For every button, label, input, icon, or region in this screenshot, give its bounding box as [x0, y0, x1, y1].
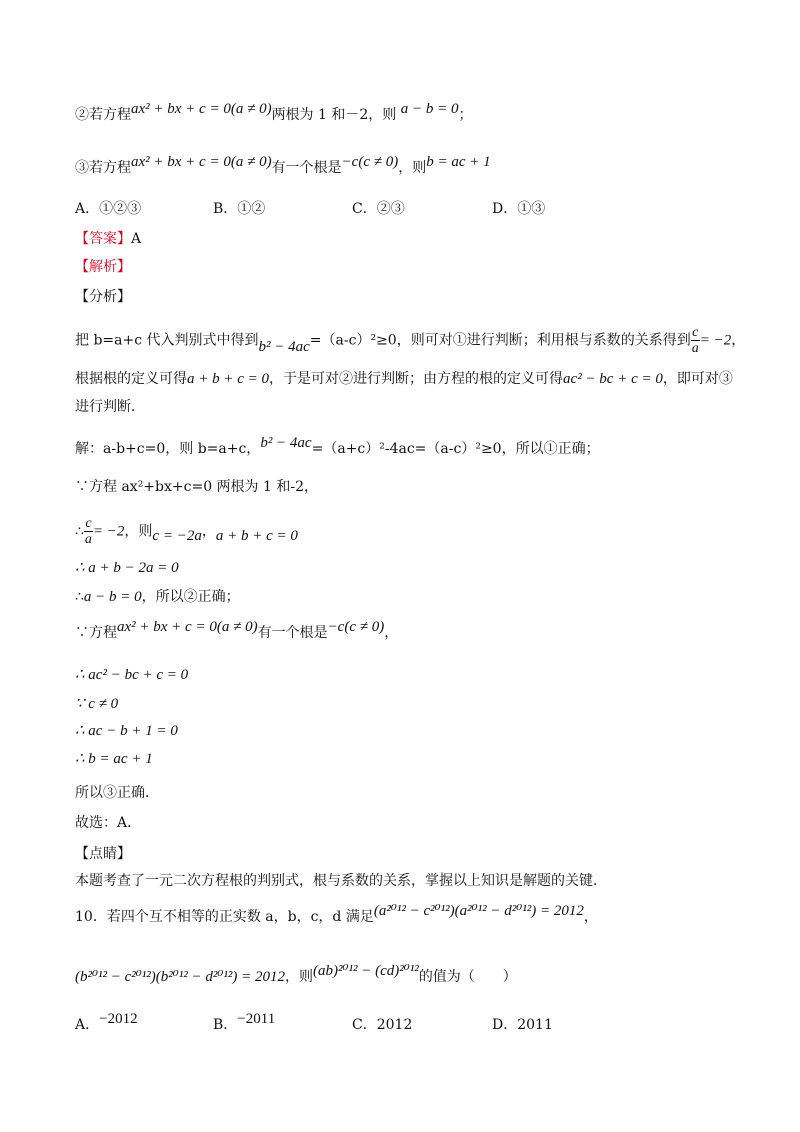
- solution-line-6: [75, 619, 399, 644]
- q9-option-text: ①③: [517, 201, 546, 217]
- solution-text: 所以③正确．: [75, 785, 159, 801]
- answer-line: [75, 228, 141, 250]
- analysis-line-2: [75, 368, 733, 390]
- q10-option-text: −2011: [237, 1011, 276, 1027]
- solution-text: ，所以②正确；: [141, 589, 240, 605]
- q10-line-1: [75, 903, 598, 928]
- fraction-denominator: a: [691, 341, 699, 356]
- q9-option-text: ②③: [376, 201, 405, 217]
- fenxi-tag: 【分析】: [75, 289, 131, 305]
- q10-option-d: [492, 1014, 553, 1036]
- analysis-text: ，于是可对②进行判断；由方程的根的定义可得: [269, 371, 564, 387]
- dianjing-tag: 【点睛】: [75, 846, 131, 862]
- solution-eq: ∴ a + b − 2a = 0: [75, 560, 179, 576]
- analysis-text: ，即可对③: [662, 371, 733, 387]
- statement-2: [75, 101, 473, 126]
- q10-option-letter: B．: [213, 1017, 238, 1033]
- solution-line-11: [75, 782, 159, 804]
- stmt3-middle: 有一个根是: [271, 160, 342, 176]
- q10-equation-1: (a²⁰¹² − c²⁰¹²)(a²⁰¹² − d²⁰¹²) = 2012: [373, 903, 584, 919]
- q10-text: 10．若四个互不相等的正实数 a，b，c，d 满足: [75, 909, 374, 925]
- solution-line-1: [75, 435, 600, 460]
- jiexi-heading: [75, 256, 131, 278]
- stmt3-conclusion: b = ac + 1: [426, 154, 491, 170]
- stmt2-suffix: ；: [458, 107, 473, 123]
- q10-option-a: [75, 1011, 138, 1036]
- jiexi-tag: 【解析】: [75, 259, 131, 275]
- answer-tag: 【答案】: [75, 231, 131, 247]
- q10-text: 的值为（ ）: [418, 969, 517, 985]
- stmt3-root: −c(c ≠ 0): [341, 154, 399, 170]
- q9-option-letter: B．: [213, 201, 238, 217]
- stmt3-equation: ax² + bx + c = 0(a ≠ 0): [131, 154, 272, 170]
- solution-text: 解：a-b+c=0，则 b=a+c，: [75, 441, 261, 457]
- q9-option-d: [492, 198, 545, 220]
- stmt3-prefix: ③若方程: [75, 160, 131, 176]
- analysis-text: 根据根的定义可得: [75, 371, 187, 387]
- stmt2-equation: ax² + bx + c = 0(a ≠ 0): [131, 101, 272, 117]
- solution-text: ，: [201, 523, 216, 540]
- solution-eq: −c(c ≠ 0): [327, 619, 385, 635]
- q9-option-a: [75, 198, 141, 220]
- dianjing-heading: [75, 843, 131, 865]
- solution-text: ∵方程: [75, 625, 117, 641]
- solution-line-4: [75, 557, 179, 579]
- analysis-text: ，: [731, 332, 746, 349]
- solution-line-8: [75, 693, 118, 715]
- analysis-text: 把 b=a+c 代入判别式中得到: [75, 332, 259, 349]
- solution-line-10: [75, 748, 153, 770]
- solution-line-3: [75, 516, 298, 547]
- q9-option-text: ①②: [237, 201, 266, 217]
- solution-line-7: [75, 664, 188, 686]
- q9-option-text: ①②③: [99, 201, 142, 217]
- q10-option-b: [213, 1011, 276, 1036]
- solution-eq: ax² + bx + c = 0(a ≠ 0): [117, 619, 258, 635]
- solution-text: ∵方程 ax²+bx+c=0 两根为 1 和-2，: [75, 479, 318, 495]
- solution-eq: a − b = 0: [83, 589, 142, 605]
- q10-line-2: [75, 963, 517, 988]
- q10-text: ，: [583, 909, 598, 925]
- dianjing-body: 本题考查了一元二次方程根的判别式，根与系数的关系，掌握以上知识是解题的关键．: [75, 873, 607, 889]
- q9-option-letter: A．: [75, 201, 100, 217]
- solution-eq: ∴ b = ac + 1: [75, 751, 153, 767]
- solution-eq: ∴ ac² − bc + c = 0: [75, 667, 189, 683]
- q9-option-letter: D．: [492, 201, 518, 217]
- root-definition-eq-2: ac² − bc + c = 0: [563, 371, 663, 387]
- fraction-denominator: a: [84, 532, 92, 547]
- solution-line-12: [75, 812, 141, 834]
- solution-text: 故选：A．: [75, 815, 142, 831]
- solution-text: ，: [384, 625, 399, 641]
- fraction-numerator: c: [692, 325, 699, 340]
- q9-option-c: [352, 198, 405, 220]
- q9-option-letter: C．: [352, 201, 377, 217]
- q10-option-c: [352, 1014, 412, 1036]
- analysis-line-1: [75, 325, 745, 356]
- q10-option-text: −2012: [99, 1011, 138, 1027]
- stmt2-middle: 两根为 1 和－2，则: [271, 107, 397, 123]
- dianjing-text: [75, 870, 607, 892]
- solution-text: =（a+c）²-4ac=（a-c）²≥0，所以①正确；: [311, 441, 600, 457]
- discriminant-expr: b² − 4ac: [260, 435, 312, 451]
- q10-text: ，则: [285, 969, 314, 985]
- fraction-value: = −2: [699, 332, 732, 349]
- q10-expression: (ab)²⁰¹² − (cd)²⁰¹²: [313, 963, 419, 979]
- solution-line-9: [75, 720, 178, 742]
- therefore-symbol: ∴: [75, 523, 84, 540]
- answer-value: A: [131, 231, 142, 247]
- solution-line-5: [75, 586, 240, 608]
- solution-line-2: [75, 476, 318, 498]
- q10-option-letter: C．: [352, 1017, 377, 1033]
- q10-option-letter: D．: [492, 1017, 518, 1033]
- discriminant-expr: b² − 4ac: [258, 338, 310, 355]
- stmt2-prefix: ②若方程: [75, 107, 131, 123]
- therefore-symbol: ∴: [75, 589, 84, 605]
- solution-eq: c = −2a: [152, 527, 202, 544]
- q10-option-letter: A．: [75, 1017, 100, 1033]
- fraction-value: = −2: [92, 523, 125, 540]
- fraction-c-over-a: [84, 516, 93, 547]
- statement-3: [75, 154, 491, 179]
- analysis-line-3: [75, 396, 145, 418]
- solution-eq: ∴ ac − b + 1 = 0: [75, 723, 178, 739]
- solution-eq: a + b + c = 0: [215, 527, 298, 544]
- stmt2-conclusion: a − b = 0: [400, 101, 459, 117]
- analysis-text: =（a-c）²≥0，则可对①进行判断；利用根与系数的关系得到: [309, 332, 691, 349]
- q10-equation-2: (b²⁰¹² − c²⁰¹²)(b²⁰¹² − d²⁰¹²) = 2012: [75, 969, 286, 985]
- analysis-text: 进行判断．: [75, 399, 145, 415]
- q10-option-text: 2012: [376, 1017, 413, 1033]
- fraction-c-over-a: [691, 325, 700, 356]
- solution-text: ，则: [124, 523, 153, 540]
- solution-text: 有一个根是: [257, 625, 328, 641]
- q10-option-text: 2011: [517, 1017, 553, 1033]
- root-definition-eq: a + b + c = 0: [187, 371, 270, 387]
- stmt3-middle2: ，则: [398, 160, 427, 176]
- q9-option-b: [213, 198, 265, 220]
- fraction-numerator: c: [85, 516, 92, 531]
- fenxi-heading: [75, 286, 131, 308]
- solution-eq: ∵ c ≠ 0: [75, 696, 119, 712]
